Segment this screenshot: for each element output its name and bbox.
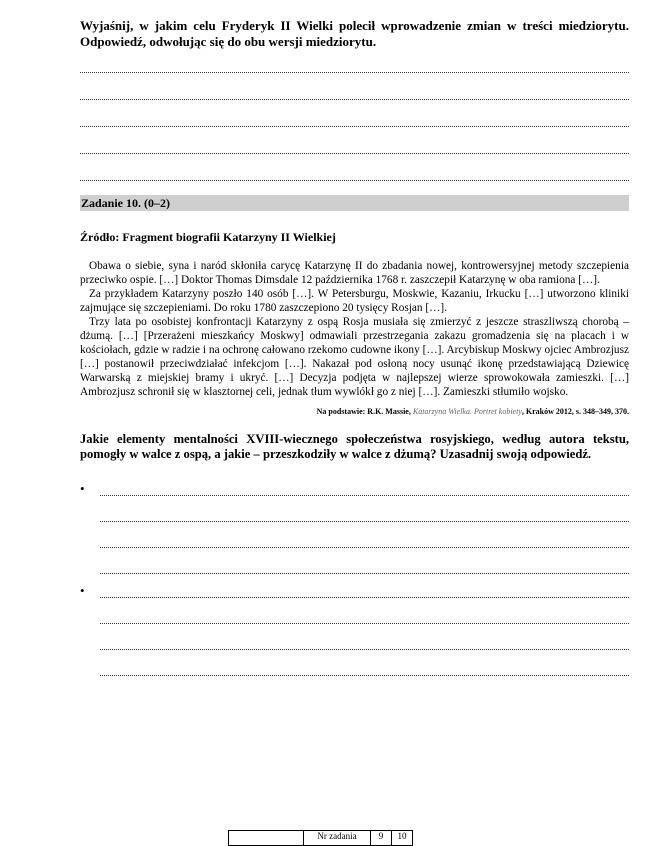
answer-line[interactable] — [100, 586, 629, 598]
source-title: Źródło: Fragment biografii Katarzyny II Wielkiej — [80, 230, 336, 244]
answer-line[interactable] — [100, 612, 629, 624]
task-10-question: Jakie elementy mentalności XVIII-wiecznego społeczeństwa rosyjskiego, według autora tekstu, pomogły w walce z ospą, a jakie – przeszkodziły w walce z dżumą? Uzasadnij swoją odpowiedź. — [80, 432, 629, 461]
grade-table-col: 10 — [392, 831, 413, 846]
source-paragraph: Trzy lata po osobistej konfrontacji Katarzyny z ospą Rosja musiała się zmierzyć z jeszcze straszliwszą chorobą – dżumą. […] [Przerażeni mieszkańcy Moskwy] odmawiali przestrzegania zakazu gromadzenia się na placach i w kościołach, gdzie w radzie i na ochronę całowano rzekomo cudowne ikony […]. Arcybiskup Moskwy ojciec Ambrozjusz […] postanowił przeciwdziałać infekcjom […]. Nakazał pod osłoną nocy usunąć ikonę przedstawiającą Dziewicę Warwarską z miejskiej bramy i ukryć. […] Decyzja podjęta w najlepszej wierze sprowokowała zamieszki. […] Ambrozjusz schronił się w klasztornej celi, jednak tłum wywlókł go z niej […]. Zamieszki stłumiło wojsko. — [80, 316, 629, 398]
grade-table — [228, 830, 413, 846]
source-paragraph: Za przykładem Katarzyny poszło 140 osób […]. W Petersburgu, Moskwie, Kazaniu, Irkucku […] utworzono kliniki zajmujące się szczepieniami. Do roku 1780 zaszczepiono 20 tysięcy Rosjan […]. — [80, 288, 629, 314]
answer-line[interactable] — [100, 562, 629, 574]
footnote-book-title: Katarzyna Wielka. Portret kobiety — [412, 407, 522, 416]
answer-line[interactable] — [100, 536, 629, 548]
source-paragraph: Obawa o siebie, syna i naród skłoniła carycę Katarzynę II do zbadania nowej, kontrowersyjnej metody szczepienia przeciwko ospie. […] Doktor Thomas Dimsdale 12 października 1768 r. zaszczepił Katarzynę w oba ramiona […]. — [80, 260, 629, 286]
answer-bullet-1 — [80, 481, 629, 574]
exam-page — [80, 18, 629, 676]
answer-line[interactable] — [100, 484, 629, 496]
answer-line[interactable] — [80, 87, 629, 100]
answer-bullet-2 — [80, 583, 629, 676]
task-9-question: Wyjaśnij, w jakim celu Fryderyk II Wielki polecił wprowadzenie zmian w treści miedziorytu. Odpowiedź, odwołując się do obu wersji miedziorytu. — [80, 18, 629, 49]
grade-table-col: 9 — [371, 831, 392, 846]
answer-lines-task-9 — [80, 60, 629, 181]
bullet-icon: • — [80, 481, 85, 496]
bullet-icon: • — [80, 583, 85, 598]
grade-table-label: Nr zadania — [304, 831, 371, 846]
task-10-header: Zadanie 10. (0–2) — [80, 195, 629, 211]
answer-line[interactable] — [100, 664, 629, 676]
answer-line[interactable] — [80, 168, 629, 181]
answer-line[interactable] — [100, 638, 629, 650]
source-footnote — [80, 407, 629, 416]
answer-line[interactable] — [80, 114, 629, 127]
answer-line[interactable] — [80, 60, 629, 73]
answer-line[interactable] — [80, 141, 629, 154]
source-text — [80, 259, 629, 399]
grade-table-empty-cell — [229, 831, 304, 846]
answer-line[interactable] — [100, 510, 629, 522]
footnote-prefix: Na podstawie: R.K. Massie, — [316, 407, 413, 416]
footnote-suffix: , Kraków 2012, s. 348–349, 370. — [521, 407, 629, 416]
